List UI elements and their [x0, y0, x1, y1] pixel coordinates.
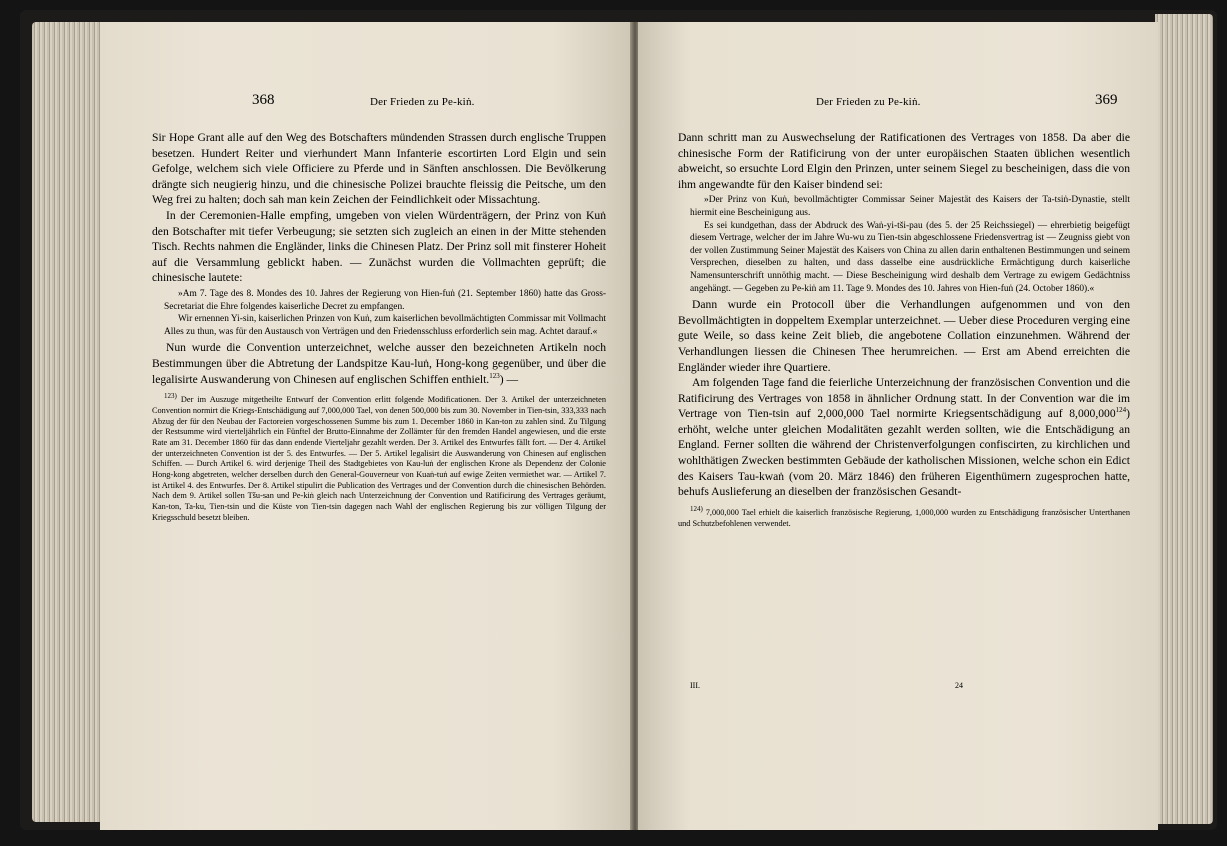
paragraph — [678, 375, 1130, 500]
footnote-text: Der im Auszuge mitgetheilte Entwurf der Convention erlitt folgende Modificationen. Der 3. Artikel der unterzeichneten Convention normirt die Kriegs-Entschädigung auf 7,000,000 Tael, von denen 500,000 bis zum 30. November in Tien-tsin, 333,333 nach Abzug der für den Neubau der Factoreien vorgeschossenen Summe bis zum 1. December 1860 in Kan-ton zu zahlen sind. Zu Tilgung der Restsumme wird vierteljährlich ein Fünftel der Brutto-Einnahme der Zollämter für den fremden Handel angewiesen, und die erste Rate am 31. December 1860 für das dann endende Vierteljahr gezahlt werden. Der 3. Artikel des Entwurfes fällt fort. — Der 4. Artikel der unterzeichneten Convention ist der 5. des Entwurfes. — Der 5. Artikel legalisirt die Auswanderung von Chinesen auf englischen Schiffen. — Durch Artikel 6. wird derjenige Theil des Stadtgebietes von Kau-luṅ der englischen Krone als Dependenz der Colonie Hong-kong abgetreten, welcher derselben durch den General-Gouverneur von Kuaṅ-tuṅ auf ewige Zeiten vermiethet war. — Artikel 7. ist Artikel 4. des Entwurfes. Der 8. Artikel stipulirt die Publication des Vertrages und der Convention durch die chinesischen Behörden. Nach dem 9. Artikel sollen Tšu-san und Pe-kiṅ gleich nach Unterzeichnung der Convention und Ratificirung des Vertrages geräumt, Kan-ton, Ta-ku, Tien-tsin und die Küste von Tien-tsin dagegen nach Wahl der englischen Regierung bis zur völligen Tilgung der Kriegsschuld besetzt bleiben. — [152, 395, 607, 522]
paragraph-text: Nun wurde die Convention unterzeichnet, welche ausser den bezeichneten Artikeln noch Bestimmungen über die Abtretung der Landspitze Kau-luṅ, Hong-kong gegenüber, und über die legalisirte Auswanderung von Chinesen auf englischen Schiffen enthielt. — [152, 341, 606, 386]
quote-paragraph: »Am 7. Tage des 8. Mondes des 10. Jahres der Regierung von Hien-fuṅ (21. September 1860) hatte das Gross-Secretariat die Ehre folgendes kaiserliche Decret zu empfangen. — [164, 288, 606, 312]
left-running-head: Der Frieden zu Pe-kiṅ. — [370, 96, 475, 108]
paragraph — [152, 340, 606, 387]
paragraph-tail: ) — — [499, 372, 519, 386]
right-page-edges — [1155, 14, 1213, 824]
paragraph-text: ) erhöht, welche unter gleichen Modalitäten gezahlt werden sollten, wie die Entschädigung an England. Ferner sollten die während der Christenverfolgungen confiscirten, zu kirchlichen und wohlthätigen Zwecken bestimmten Gebäude der katholischen Missionen, welche schon ein Edict des Kaisers Tau-kwaṅ (vom 20. März 1846) den früheren Eigenthümern zugesprochen hatte, behufs Auslieferung an dieselben der französischen Gesandt- — [678, 407, 1130, 499]
right-page-number: 369 — [1095, 92, 1118, 108]
signature-volume: III. — [690, 681, 700, 690]
quote-paragraph: Wir ernennen Yi-sin, kaiserlichen Prinzen von Kuṅ, zum kaiserlichen bevollmächtigten Commissar mit Vollmacht Alles zu thun, was für den Austausch von Verträgen und den Friedensschluss erforderlich sein mag. Achtet darauf.« — [164, 314, 606, 337]
footnote — [152, 392, 607, 523]
signature-sheet: 24 — [955, 681, 963, 690]
certificate-quote — [678, 194, 1130, 295]
footnote-ref[interactable]: 123 — [489, 371, 500, 380]
left-page-body — [152, 130, 606, 524]
paragraph: In der Ceremonien-Halle empfing, umgeben von vielen Würdenträgern, der Prinz von Kuṅ den Botschafter mit tiefer Verbeugung; sie setzten sich zugleich an einen in der Mitte stehenden Tisch. Rechts nahmen die Engländer, links die Chinesen Platz. Der Prinz soll mit finsterer Hoheit auf die Versammlung geblickt haben. — Zunächst wurden die Vollmachten geprüft; die chinesische lautete: — [152, 208, 606, 285]
right-page-body — [678, 130, 1130, 529]
footnote-text: 7,000,000 Tael erhielt die kaiserlich französische Regierung, 1,000,000 wurden zu Entschädigung französischer Unterthanen und Schutzbefohlenen verwendet. — [678, 507, 1131, 528]
footnote-ref[interactable]: 124 — [1115, 406, 1127, 415]
left-page-number: 368 — [252, 92, 275, 108]
decree-quote — [152, 288, 606, 338]
paragraph: Dann schritt man zu Auswechselung der Ratificationen des Vertrages von 1858. Da aber die chinesische Form der Ratificirung von der unter europäischen Staaten üblichen wesentlich abweicht, so ersuchte Lord Elgin den Prinzen, unter seinem Siegel zu bescheinigen, dass die von ihm angewandte für den Kaiser bindend sei: — [678, 131, 1130, 191]
paragraph-text: Am folgenden Tage fand die feierliche Unterzeichnung der französischen Convention und die Ratificirung des Vertrages von 1858 in ähnlicher Ordnung statt. In der Convention war die im Vertrage von Tien-tsin auf 2,000,000 Tael normirte Kriegsentschädigung auf 8,000,000 — [678, 376, 1130, 421]
quote-paragraph: Es sei kundgethan, dass der Abdruck des Waṅ-yi-tši-pau (des 5. der 25 Reichssiegel) — ehrerbietig beigefügt diesem Vertrage, welcher der im Jahre Wu-wu zu Tien-tsin abgeschlossene Friedensvertrag ist — Zeugniss giebt von der vollen Zustimmung Seiner Majestät des Kaisers von China zu allen darin enthaltenen Bestimmungen und seinem Versprechen, dieselben zu halten, und dass dasselbe eine ausdrückliche Ermächtigung durch kaiserliche Namensunterschrift unnöthig macht. — Diese Bescheinigung wird deshalb dem Vertrage zu ewigem Gedächtniss angehängt. — Gegeben zu Pe-kiṅ am 11. Tage 9. Mondes des 10. Jahres von Hien-fuṅ (24. October 1860).« — [690, 220, 1130, 294]
footnote-number: 124) — [690, 505, 703, 514]
footnote-number: 123) — [164, 392, 177, 401]
footnote — [678, 505, 1131, 529]
right-running-head: Der Frieden zu Pe-kiṅ. — [816, 96, 921, 108]
quote-paragraph: »Der Prinz von Kuṅ, bevollmächtigter Commissar Seiner Majestät des Kaisers der Ta-tsiṅ-Dynastie, stellt hiermit eine Bescheinigung aus. — [690, 195, 1130, 218]
paragraph: Dann wurde ein Protocoll über die Verhandlungen aufgenommen und von den Bevollmächtigten in doppeltem Exemplar unterzeichnet. — Ueber diese Proceduren verging eine gute Weile, so dass keine Zeit blieb, die angebotene Collation einzunehmen. Während der Verhandlungen liessen die Chinesen Thee herumreichen. — Erst am Abend erreichten die Engländer wieder ihre Quartiere. — [678, 298, 1130, 374]
paragraph: Sir Hope Grant alle auf den Weg des Botschafters mündenden Strassen durch englische Truppen besetzen. Hundert Reiter und vierhundert Mann Infanterie escortirten Lord Elgin und sein Gefolge, welchem sich viele Officiere zu Pferde und in Sänften anschlossen. Die Bevölkerung drängte sich neugierig hinzu, und die chinesische Polizei brauchte fleissig die Peitsche, um den Weg frei zu halten; doch sah man kein Zeichen der Feindlichkeit oder Missachtung. — [152, 131, 606, 207]
